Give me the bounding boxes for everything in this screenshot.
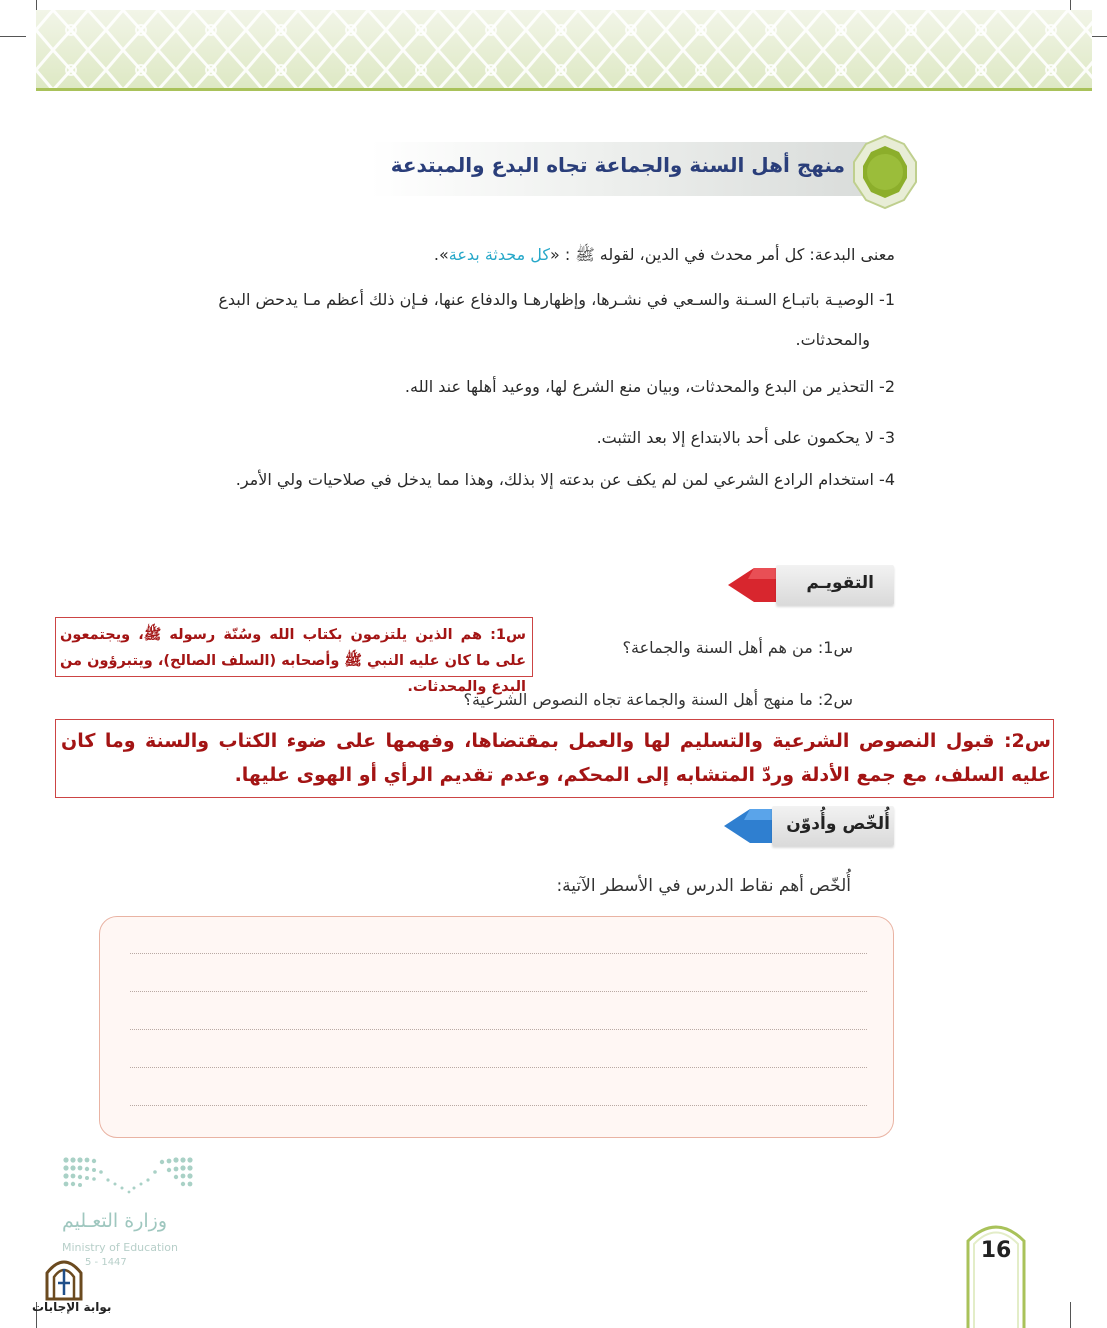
ministry-logo-icon [60,1152,200,1202]
question-1: س1: من هم أهل السنة والجماعة؟ [622,638,853,657]
octagon-badge-icon [852,134,918,210]
header-banner [36,10,1092,90]
point-1-continued: والمحدثات. [795,330,870,349]
point-4: 4- استخدام الرادع الشرعي لمن لم يكف عن بدعته إلا بذلك، وهذا مما يدخل في صلاحيات ولي الأمر. [235,470,895,489]
writing-line[interactable] [130,1105,867,1106]
question-2: س2: ما منهج أهل السنة والجماعة تجاه النصوص الشرعية؟ [463,690,853,709]
definition-quote: كل محدثة بدعة [448,245,550,264]
summary-prompt: أُلخّص أهم نقاط الدرس في الأسطر الآتية: [556,876,851,896]
answer-1-box [55,617,533,695]
answer-2-box [55,719,1054,798]
header-rule [36,88,1092,91]
writing-line[interactable] [130,991,867,992]
ministry-name-en: Ministry of Education [62,1241,179,1254]
crop-mark [1070,1302,1071,1328]
portal-name: بوابة الإجابات [32,1300,112,1314]
ministry-name-ar: وزارة التعـليم [62,1210,168,1232]
pattern-decoration [36,10,1092,90]
evaluation-label: التقويـم [806,573,874,593]
point-1: 1- الوصيـة باتبـاع السـنة والسـعي في نشـرها، وإظهارهـا والدفاع عنها، فـإن ذلك أعظم مـا يدحض البدع [218,290,895,309]
writing-line[interactable] [130,1029,867,1030]
point-2: 2- التحذير من البدع والمحدثات، وبيان منع الشرع لها، ووعيد أهلها عند الله. [404,377,895,396]
section-title: منهج أهل السنة والجماعة تجاه البدع والمبتدعة [390,153,845,177]
page-number-tab [965,1215,1027,1328]
summary-label: أُلخّص وأُدوّن [786,814,890,834]
page-number: 16 [980,1238,1012,1263]
definition-prefix: معنى البدعة: كل أمر محدث في الدين، لقوله ﷺ : « [549,245,895,264]
crop-mark [0,36,26,37]
answer-1-text: س1: هم الذين يلتزمون بكتاب الله وسُنّة رسوله ﷺ، ويجتمعون على ما كان عليه النبي ﷺ وأصحابه (السلف الصالح)، ويتبرؤون من البدع والمحدثات. [60,627,526,695]
definition-paragraph [434,245,895,268]
answer-2-text: س2: قبول النصوص الشرعية والتسليم لها والعمل بمقتضاها، وفهمها على ضوء الكتاب والسنة وما كان عليه السلف، مع جمع الأدلة وردّ المتشابه إلى المحكم، وعدم تقديم الرأي أو الهوى عليها. [61,730,1051,786]
portal-logo-icon [43,1255,85,1301]
writing-line[interactable] [130,1067,867,1068]
point-3: 3- لا يحكمون على أحد بالابتداع إلا بعد التثبت. [596,428,895,447]
edition-year: 5 - 1447 [85,1257,127,1268]
evaluation-tab [728,565,894,605]
summary-tab [724,806,894,846]
definition-suffix: ». [433,245,449,264]
writing-line[interactable] [130,953,867,954]
